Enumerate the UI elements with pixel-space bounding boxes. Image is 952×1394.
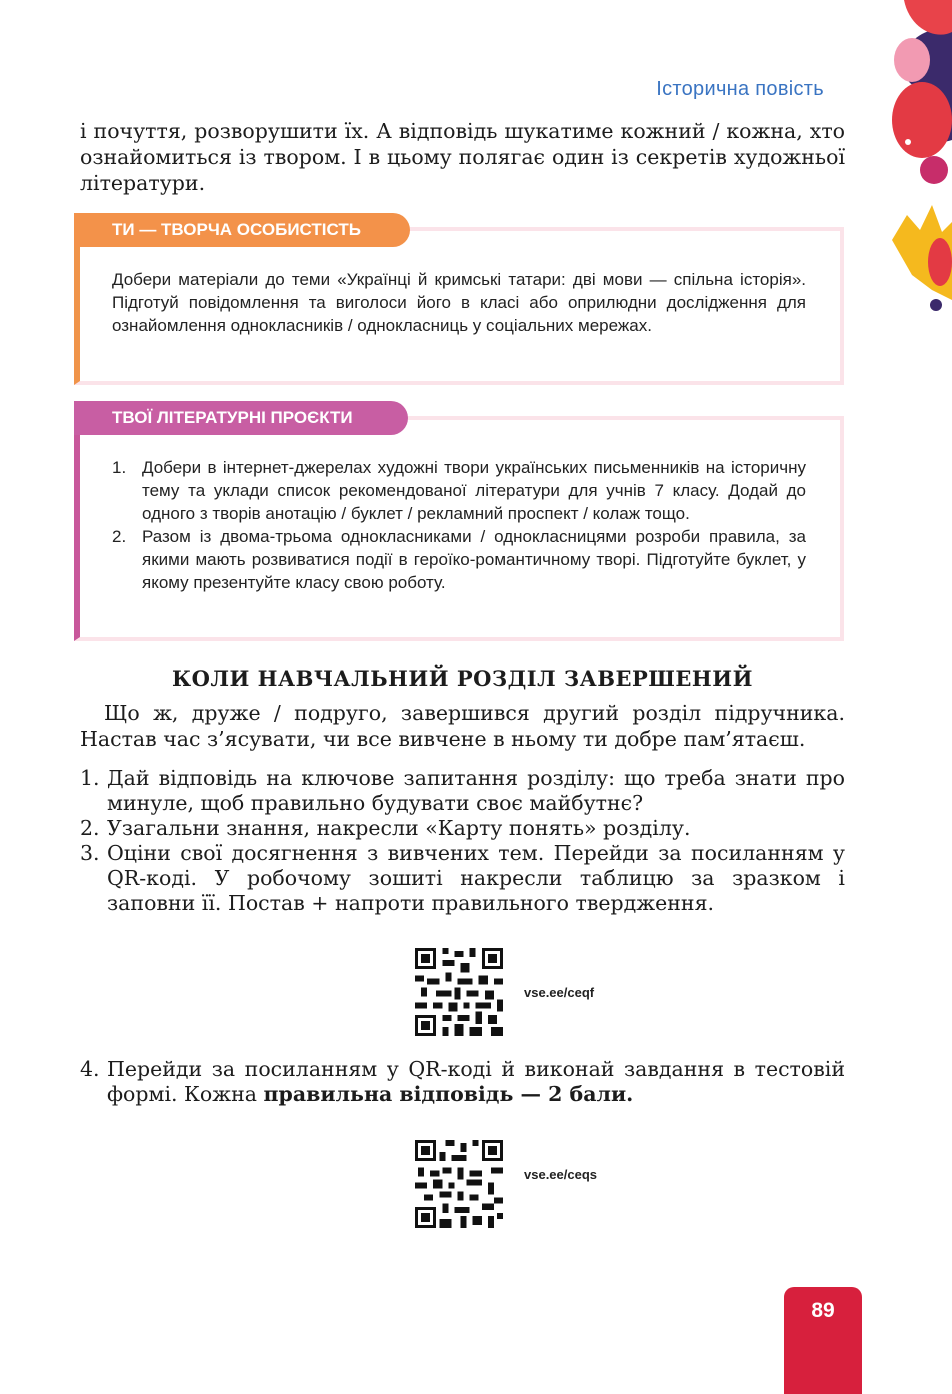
list-item xyxy=(80,816,845,841)
list-item xyxy=(80,766,845,816)
item-text-bold: правильна відповідь — 2 бали. xyxy=(263,1082,634,1106)
creative-task-text: Добери матеріали до теми «Українці й кримські татари: дві мови — спільна історія». Підготуй повідомлення та виголоси його в класі або оприлюдни дослідження для ознайомлення однокласників / однокласниць у соціальних мережах. xyxy=(112,270,806,335)
projects-label: ТВОЇ ЛІТЕРАТУРНІ ПРОЄКТИ xyxy=(74,401,408,435)
qr-code-icon[interactable] xyxy=(415,1140,503,1228)
list-item xyxy=(112,456,806,525)
item-number: 2. xyxy=(80,816,100,840)
item-number: 3. xyxy=(80,841,100,865)
item-text: Перейди за посиланням у QR-коді й виконай завдання в тестовій формі. Кожна xyxy=(107,1057,845,1106)
creative-task-label: ТИ — ТВОРЧА ОСОБИСТІСТЬ xyxy=(74,213,410,247)
section-intro: Що ж, друже / подруго, завершився другий розділ підручника. Настав час з’ясувати, чи все вивчене в ньому ти добре пам’ятаєш. xyxy=(80,701,845,751)
section-title: КОЛИ НАВЧАЛЬНИЙ РОЗДІЛ ЗАВЕРШЕНИЙ xyxy=(172,666,753,691)
list-item xyxy=(80,841,845,916)
item-number: 4. xyxy=(80,1057,100,1081)
running-title: Історична повість xyxy=(656,78,824,100)
projects-list xyxy=(112,456,806,594)
qr-code-icon[interactable] xyxy=(415,948,503,1036)
intro-paragraph: і почуття, розворушити їх. А відповідь шукатиме кожний / кожна, хто ознайомиться із твором. І в цьому полягає один із секретів художньої літератури. xyxy=(80,119,845,195)
qr-link-text[interactable]: vse.ee/ceqs xyxy=(524,1167,598,1182)
item-text: Разом із двома-трьома однокласниками / однокласницями розроби правила, за якими мають розвиватися події в героїко-романтичному творі. Підготуйте буклет, у якому презентуйте класу свою роботу. xyxy=(142,527,806,592)
item-number: 2. xyxy=(112,527,127,546)
item-text: Узагальни знання, накресли «Карту понять» розділу. xyxy=(107,816,691,840)
page-number-badge: 89 xyxy=(784,1287,862,1394)
item-number: 1. xyxy=(112,458,127,477)
qr-link-text[interactable]: vse.ee/ceqf xyxy=(524,985,595,1000)
item-text: Оціни свої досягнення з вивчених тем. Перейди за посиланням у QR-коді. У робочому зошиті накресли таблицю за зразком і заповни її. Постав + напроти правильного твердження. xyxy=(107,841,845,915)
review-task-list-continued xyxy=(80,1057,845,1107)
list-item xyxy=(80,1057,845,1107)
item-number: 1. xyxy=(80,766,100,790)
list-item xyxy=(112,525,806,594)
review-task-list xyxy=(80,766,845,916)
item-text: Добери в інтернет-джерелах художні твори українських письменників на історичну тему та уклади список рекомендованої літератури для учнів 7 класу. Додай до одного з творів анотацію / буклет / рекламний проспект / колаж тощо. xyxy=(142,458,806,523)
item-text: Дай відповідь на ключове запитання розділу: що треба знати про минуле, щоб правильно будувати своє майбутнє? xyxy=(107,766,845,815)
